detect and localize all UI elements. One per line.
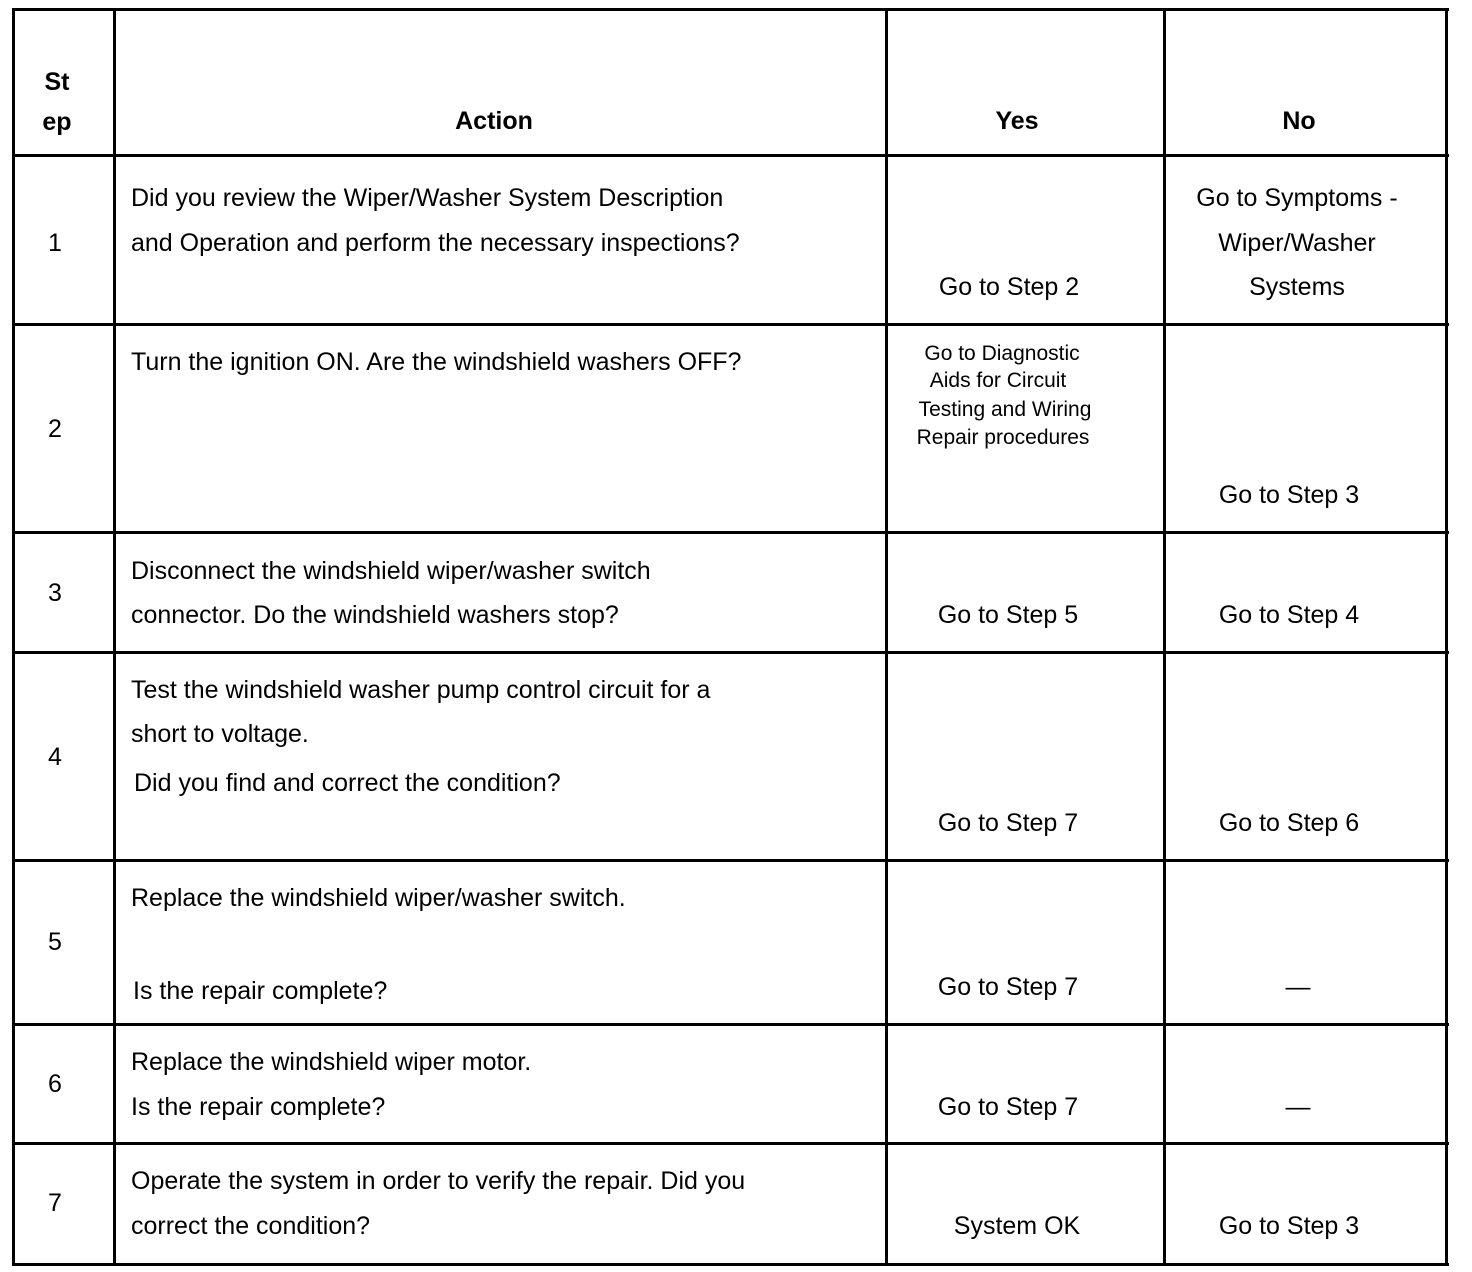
- no-result: Go to Step 3: [1218, 481, 1360, 509]
- action-text-line: Is the repair complete?: [133, 977, 388, 1005]
- no-result: Go to Step 6: [1218, 809, 1360, 837]
- no-result: —: [1285, 973, 1311, 1001]
- yes-result-line: Go to Diagnostic: [924, 342, 1080, 365]
- action-text-line: correct the condition?: [131, 1212, 371, 1240]
- no-result: Go to Step 3: [1218, 1212, 1360, 1240]
- yes-result: Go to Step 7: [937, 809, 1079, 837]
- action-text-line: connector. Do the windshield washers stop?: [131, 601, 619, 629]
- action-text-line: Replace the windshield wiper motor.: [131, 1048, 532, 1076]
- row-divider: [12, 154, 1449, 157]
- row-divider: [12, 323, 1449, 326]
- action-text-line: Test the windshield washer pump control circuit for a: [131, 676, 711, 704]
- header-no: No: [1282, 107, 1316, 135]
- yes-result-line: Testing and Wiring: [918, 398, 1092, 421]
- action-text-line: Replace the windshield wiper/washer switch.: [131, 884, 626, 912]
- header-step: [15, 62, 99, 142]
- row-divider: [12, 1142, 1449, 1145]
- yes-result-line: Aids for Circuit: [929, 369, 1067, 392]
- row-divider: [12, 1023, 1449, 1026]
- step-number: 4: [48, 743, 62, 771]
- table-border-bottom: [12, 1263, 1449, 1266]
- header-action: Action: [455, 107, 533, 135]
- action-text-line: Turn the ignition ON. Are the windshield washers OFF?: [131, 348, 742, 376]
- step-number: 5: [48, 928, 62, 956]
- table-border-top: [12, 8, 1449, 11]
- action-text-line: and Operation and perform the necessary inspections?: [131, 229, 740, 257]
- action-text-line: Operate the system in order to verify the repair. Did you: [131, 1167, 746, 1195]
- step-number: 2: [48, 415, 62, 443]
- row-divider: [12, 651, 1449, 654]
- yes-result: Go to Step 7: [937, 973, 1079, 1001]
- header-yes: Yes: [995, 107, 1039, 135]
- yes-result: Go to Step 2: [938, 273, 1080, 301]
- table-border-right: [1445, 8, 1448, 1266]
- yes-result: Go to Step 7: [937, 1093, 1079, 1121]
- no-result-line: Wiper/Washer: [1218, 229, 1376, 257]
- step-number: 1: [48, 229, 62, 257]
- action-text-line: Did you find and correct the condition?: [134, 769, 561, 797]
- header-step-line1: St: [44, 68, 70, 96]
- step-number: 3: [48, 579, 62, 607]
- no-result: Go to Step 4: [1218, 601, 1360, 629]
- action-text-line: Is the repair complete?: [131, 1093, 386, 1121]
- step-number: 6: [48, 1070, 62, 1098]
- yes-result: System OK: [953, 1212, 1081, 1240]
- column-divider: [113, 8, 116, 1266]
- header-step-line2: ep: [42, 108, 72, 136]
- no-result: —: [1285, 1093, 1311, 1121]
- no-result-line: Systems: [1249, 273, 1345, 301]
- action-text-line: Disconnect the windshield wiper/washer switch: [131, 557, 651, 585]
- action-text-line: Did you review the Wiper/Washer System Description: [131, 184, 724, 212]
- no-result-line: Go to Symptoms -: [1196, 184, 1398, 212]
- action-text-line: short to voltage.: [131, 720, 309, 748]
- yes-result-line: Repair procedures: [916, 426, 1090, 449]
- column-divider: [885, 8, 888, 1266]
- step-number: 7: [48, 1189, 62, 1217]
- yes-result: Go to Step 5: [937, 601, 1079, 629]
- row-divider: [12, 859, 1449, 862]
- row-divider: [12, 531, 1449, 534]
